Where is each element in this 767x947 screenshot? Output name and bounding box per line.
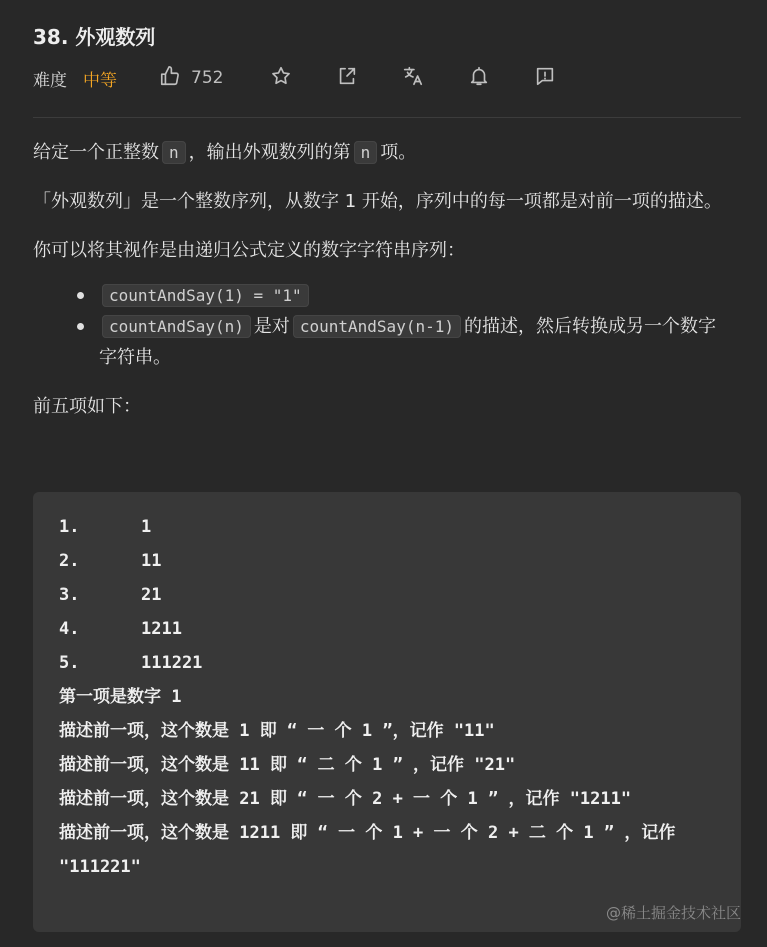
explanation-line: 描述前一项，这个数是 1 即 “ 一 个 1 ”，记作 "11" [59, 721, 495, 741]
share-icon [336, 65, 358, 91]
description-paragraph-1: 给定一个正整数 n ，输出外观数列的第 n 项。 [33, 142, 417, 163]
sequence-line: 3. 21 [59, 585, 162, 605]
bullet-icon [77, 323, 84, 330]
problem-title: 38. 外观数列 [33, 24, 156, 49]
translate-button[interactable] [397, 62, 429, 94]
problem-description [33, 137, 733, 440]
sequence-line: 5. 111221 [59, 653, 203, 673]
like-count: 752 [191, 68, 224, 88]
bell-icon [468, 65, 490, 91]
description-paragraph-4: 前五项如下： [33, 396, 141, 417]
difficulty-label: 难度 [33, 70, 67, 91]
thumbs-up-icon [159, 65, 181, 91]
star-icon [270, 65, 292, 91]
feedback-button[interactable] [529, 62, 561, 94]
description-paragraph-2: 「外观数列」是一个整数序列，从数字 1 开始，序列中的每一项都是对前一项的描述。 [33, 191, 722, 212]
explanation-line: 描述前一项，这个数是 11 即 “ 二 个 1 ” ，记作 "21" [59, 755, 516, 775]
list-item [77, 280, 733, 311]
explanation-line: 第一项是数字 1 [59, 687, 182, 707]
comment-icon [534, 65, 556, 91]
watermark: @稀土掘金技术社区 [605, 904, 741, 922]
problem-meta-bar [33, 62, 595, 94]
inline-code-n: n [354, 141, 378, 164]
difficulty-badge: 中等 [83, 70, 117, 91]
subscribe-button[interactable] [463, 62, 495, 94]
definition-list [77, 280, 733, 373]
like-button[interactable] [159, 62, 223, 94]
sequence-line: 1. 1 [59, 517, 152, 537]
sequence-line: 4. 1211 [59, 619, 182, 639]
explanation-line: 描述前一项，这个数是 21 即 “ 一 个 2 + 一 个 1 ” ，记作 "1211" [59, 789, 632, 809]
list-item: countAndSay(n) 是对 countAndSay(n-1) 的描述，然后转换成另一个数字字符串。 [77, 311, 733, 373]
sequence-line: 2. 11 [59, 551, 162, 571]
favorite-button[interactable] [265, 62, 297, 94]
inline-code-n: n [162, 141, 186, 164]
example-code-block [33, 492, 741, 932]
share-button[interactable] [331, 62, 363, 94]
inline-code: countAndSay(n) [102, 315, 251, 338]
bullet-icon [77, 292, 84, 299]
explanation-line: 描述前一项，这个数是 1211 即 “ 一 个 1 + 一 个 2 + 二 个 1 ” ，记作 "111221" [59, 823, 686, 877]
translate-icon [402, 65, 424, 91]
description-paragraph-3: 你可以将其视作是由递归公式定义的数字字符串序列： [33, 240, 465, 261]
inline-code: countAndSay(1) = "1" [102, 284, 309, 307]
inline-code: countAndSay(n-1) [293, 315, 461, 338]
header-divider [33, 117, 741, 118]
